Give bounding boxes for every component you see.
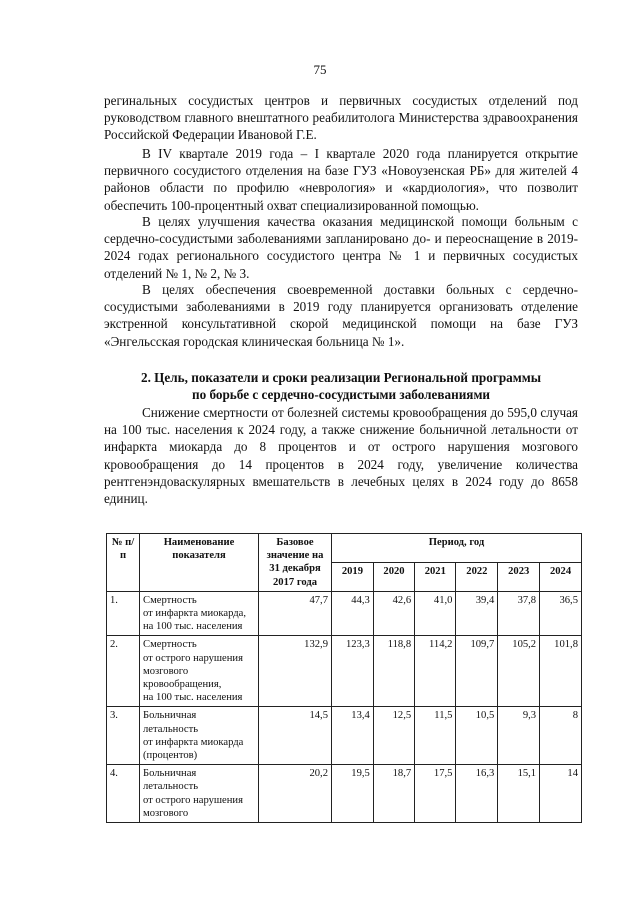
header-year: 2020 [373, 562, 414, 591]
header-year: 2023 [498, 562, 540, 591]
row-year-value: 9,3 [498, 707, 540, 765]
row-name-line: Смертность [143, 639, 197, 651]
row-year-value: 17,5 [415, 765, 456, 823]
row-name-line: кровообращения, [143, 679, 222, 691]
paragraph-new-department: В IV квартале 2019 года – I квартале 2020 года планируется открытие первичного сосудистого отделения на базе ГУЗ «Новоузенская РБ» для жителей 4 районов области по профилю «неврология» и «кардиология», что позволит обеспечить 100-процентный охват специализированной помощью. [104, 146, 578, 213]
row-year-value: 19,5 [332, 765, 374, 823]
row-year-value: 39,4 [456, 591, 498, 636]
row-year-value: 8 [540, 707, 582, 765]
section-heading [104, 369, 578, 404]
header-year: 2021 [415, 562, 456, 591]
row-year-value: 37,8 [498, 591, 540, 636]
row-name-line: на 100 тыс. населения [143, 692, 243, 704]
table-row [107, 636, 582, 707]
table-header-row [107, 534, 582, 563]
row-num: 4. [107, 765, 140, 823]
row-year-value: 11,5 [415, 707, 456, 765]
row-name-line: Больничная [143, 768, 197, 780]
row-name-line: мозгового [143, 807, 189, 819]
row-name [140, 765, 259, 823]
row-base-value: 14,5 [259, 707, 332, 765]
header-base: Базовое значение на 31 декабря 2017 года [259, 534, 332, 592]
row-year-value: 12,5 [373, 707, 414, 765]
row-num: 2. [107, 636, 140, 707]
row-name [140, 707, 259, 765]
row-name-line: Смертность [143, 594, 197, 606]
row-name-line: от острого нарушения [143, 794, 243, 806]
section-heading-line-1: 2. Цель, показатели и сроки реализации Региональной программы [140, 370, 542, 385]
row-base-value: 47,7 [259, 591, 332, 636]
header-num: № п/п [107, 534, 140, 592]
row-year-value: 101,8 [540, 636, 582, 707]
header-year: 2024 [540, 562, 582, 591]
row-year-value: 109,7 [456, 636, 498, 707]
row-year-value: 36,5 [540, 591, 582, 636]
row-name-line: от острого нарушения [143, 652, 243, 664]
row-year-value: 41,0 [415, 591, 456, 636]
row-name-line: от инфаркта миокарда, [143, 608, 247, 620]
section-heading-line-2: по борьбе с сердечно-сосудистыми заболеваниями [191, 387, 491, 403]
page-number: 75 [313, 62, 327, 77]
header-year: 2022 [456, 562, 498, 591]
paragraph-intro: регинальных сосудистых центров и первичных сосудистых отделений под руководством главного внештатного реабилитолога Министерства здравоохранения Российской Федерации Ивановой Г.Е. [104, 93, 578, 143]
row-name [140, 591, 259, 636]
row-year-value: 16,3 [456, 765, 498, 823]
row-year-value: 42,6 [373, 591, 414, 636]
row-name-line: от инфаркта миокарда [143, 736, 244, 748]
row-year-value: 118,8 [373, 636, 414, 707]
indicators-table [106, 533, 582, 823]
row-name-line: Больничная [143, 710, 197, 722]
section-paragraph: Снижение смертности от болезней системы кровообращения до 595,0 случая на 100 тыс. населения к 2024 году, а также снижение больничной летальности от инфаркта миокарда до 8 процентов и от острого нарушения мозгового кровообращения до 14 процентов в 2024 году, увеличение количества рентгенэндоваскулярных вмешательств в лечебных целях в 2024 году до 8658 единиц. [104, 405, 578, 507]
row-name-line: летальность [143, 723, 199, 735]
row-year-value: 105,2 [498, 636, 540, 707]
header-period: Период, год [332, 534, 582, 563]
table-row [107, 591, 582, 636]
header-year: 2019 [332, 562, 374, 591]
row-name [140, 636, 259, 707]
row-year-value: 13,4 [332, 707, 374, 765]
row-base-value: 20,2 [259, 765, 332, 823]
row-year-value: 10,5 [456, 707, 498, 765]
paragraph-emergency-care: В целях обеспечения своевременной доставки больных с сердечно-сосудистыми заболеваниями в 2019 году планируется организовать отделение экстренной консультативной скорой медицинской помощи на базе ГУЗ «Энгельсская городская клиническая больница № 1». [104, 282, 578, 349]
row-num: 1. [107, 591, 140, 636]
row-base-value: 132,9 [259, 636, 332, 707]
row-name-line: мозгового [143, 665, 189, 677]
row-year-value: 18,7 [373, 765, 414, 823]
row-year-value: 14 [540, 765, 582, 823]
row-year-value: 44,3 [332, 591, 374, 636]
row-year-value: 15,1 [498, 765, 540, 823]
paragraph-equipment: В целях улучшения качества оказания медицинской помощи больным с сердечно-сосудистыми заболеваниями запланировано до- и переоснащение в 2019-2024 годах регионального сосудистого центра № 1 и первичных сосудистых отделений № 1, № 2, № 3. [104, 214, 578, 281]
row-year-value: 114,2 [415, 636, 456, 707]
row-num: 3. [107, 707, 140, 765]
row-year-value: 123,3 [332, 636, 374, 707]
row-name-line: на 100 тыс. населения [143, 621, 243, 633]
row-name-line: (процентов) [143, 750, 198, 762]
table-row [107, 707, 582, 765]
row-name-line: летальность [143, 781, 199, 793]
table-row [107, 765, 582, 823]
header-name: Наименование показателя [140, 534, 259, 592]
